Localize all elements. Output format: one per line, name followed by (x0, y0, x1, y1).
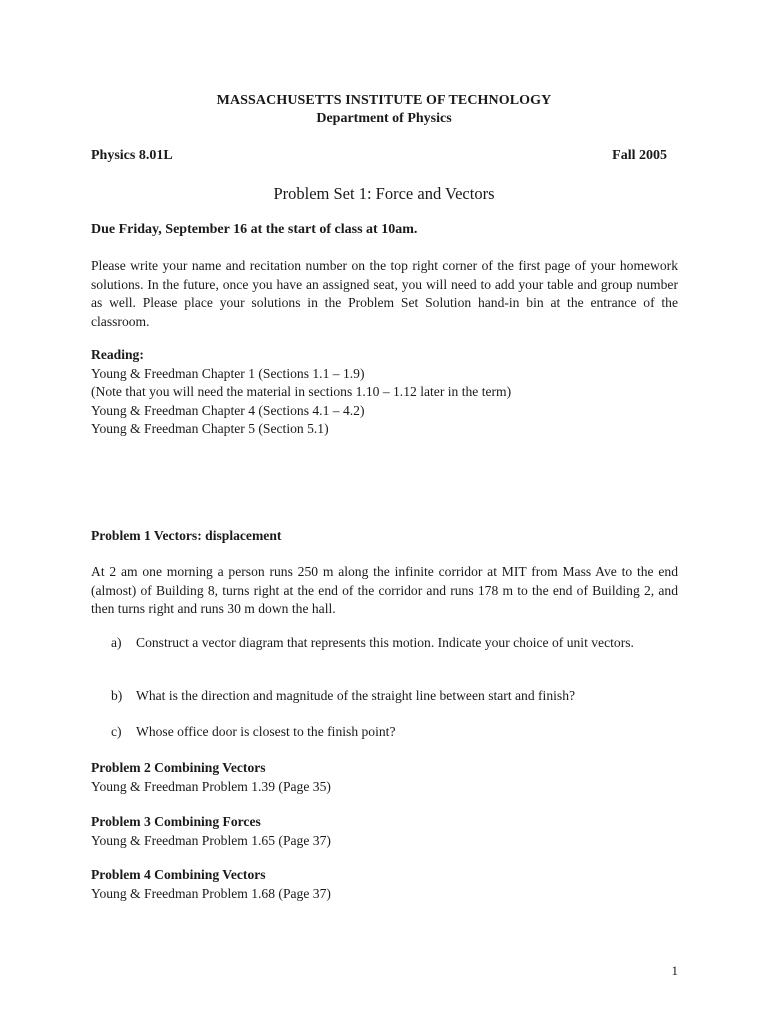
instructions-paragraph: Please write your name and recitation number on the top right corner of the first page of your homework solutions. In the future, once you have an assigned seat, you will need to add your table and group number as well. Please place your solutions in the Problem Set Solution hand-in bin at the entrance of the classroom. (91, 258, 678, 329)
problem-2-title: Problem 2 Combining Vectors (91, 760, 266, 775)
part-label: c) (111, 724, 122, 739)
part-text: Whose office door is closest to the finish point? (136, 724, 396, 739)
problem-3-title: Problem 3 Combining Forces (91, 814, 261, 829)
institution-name: MASSACHUSETTS INSTITUTE OF TECHNOLOGY (216, 93, 552, 108)
due-date: Due Friday, September 16 at the start of class at 10am. (91, 222, 418, 237)
problem-4-body: Young & Freedman Problem 1.68 (Page 37) (91, 885, 331, 901)
part-text: Construct a vector diagram that represents this motion. Indicate your choice of unit vectors. (136, 635, 634, 650)
problem-4 (91, 866, 591, 903)
problem-2-body: Young & Freedman Problem 1.39 (Page 35) (91, 778, 331, 794)
problem-1-part-c (111, 723, 678, 743)
course-number: Physics 8.01L (91, 148, 173, 163)
problem-3 (91, 813, 591, 850)
problem-1-body: At 2 am one morning a person runs 250 m along the infinite corridor at MIT from Mass Ave to the end (almost) of Building 8, turns right at the end of the corridor and runs 178 m to the end of Building 2, and then turns right and runs 30 m down the hall. (91, 564, 678, 616)
reading-heading: Reading: (91, 347, 144, 362)
problem-1-part-a (111, 634, 678, 674)
reading-line: Young & Freedman Chapter 1 (Sections 1.1 – 1.9) (91, 365, 365, 381)
part-text: What is the direction and magnitude of the straight line between start and finish? (136, 688, 576, 703)
problem-4-title: Problem 4 Combining Vectors (91, 867, 266, 882)
page-number: 1 (671, 963, 678, 978)
part-label: a) (111, 635, 122, 650)
problem-set-title: Problem Set 1: Force and Vectors (273, 184, 495, 203)
problem-1-title: Problem 1 Vectors: displacement (91, 528, 282, 543)
term: Fall 2005 (612, 148, 667, 163)
problem-2 (91, 759, 591, 796)
problem-1-part-b (111, 687, 678, 707)
reading-section (91, 346, 691, 439)
reading-line: Young & Freedman Chapter 5 (Section 5.1) (91, 421, 329, 436)
reading-line: (Note that you will need the material in sections 1.10 – 1.12 later in the term) (91, 384, 512, 399)
part-label: b) (111, 688, 123, 703)
department-name: Department of Physics (316, 111, 452, 126)
problem-3-body: Young & Freedman Problem 1.65 (Page 37) (91, 832, 331, 848)
reading-line: Young & Freedman Chapter 4 (Sections 4.1 – 4.2) (91, 402, 365, 418)
